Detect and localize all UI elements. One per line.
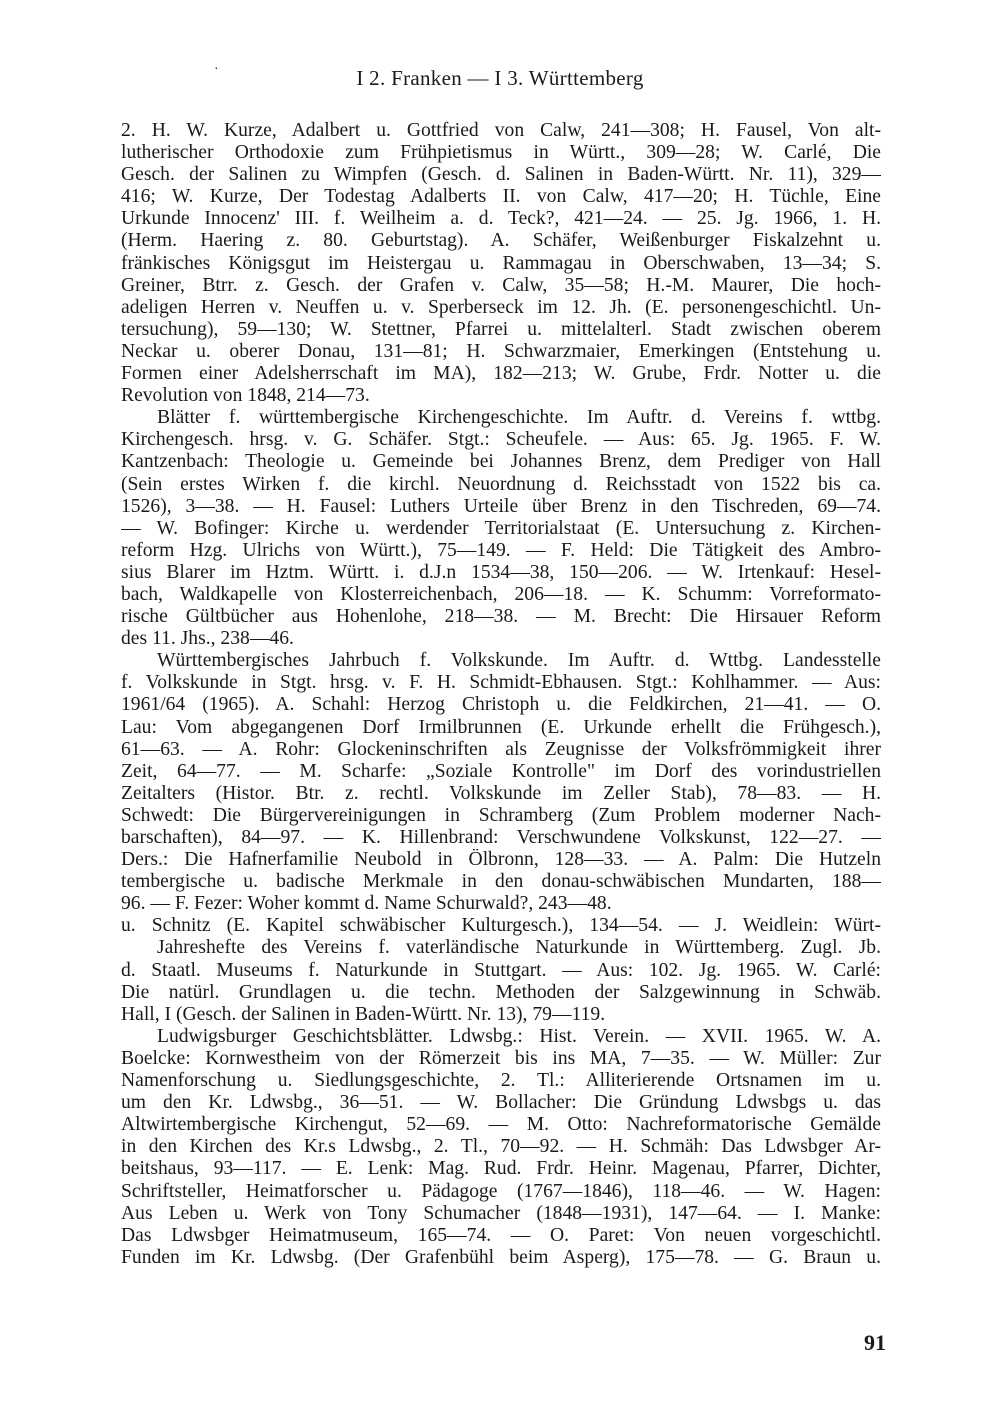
text-line: sius Blarer im Hztm. Württ. i. d.J.n 1534—38, 150—206. — W. Irtenkauf: Hesel- <box>121 561 881 583</box>
running-header: I 2. Franken — I 3. Württemberg <box>356 66 644 90</box>
text-line: tersuchung), 59—130; W. Stettner, Pfarrei u. mittelalterl. Stadt zwischen oberem <box>121 318 881 340</box>
text-line: Zeitalters (Histor. Btr. z. rechtl. Volkskunde im Zeller Stab), 78—83. — H. <box>121 782 881 804</box>
text-line: barschaften), 84—97. — K. Hillenbrand: Verschwundene Volkskunst, 122—27. — <box>121 827 881 848</box>
text-line: Schwedt: Die Bürgervereinigungen in Schramberg (Zum Problem moderner Nach- <box>121 804 881 826</box>
text-line: 61—63. — A. Rohr: Glockeninschriften als Zeugnisse der Volksfrömmigkeit ihrer <box>121 738 881 760</box>
text-line: 1526), 3—38. — H. Fausel: Luthers Urteile über Brenz in den Tischreden, 69—74. <box>121 495 881 517</box>
text-line: Gesch. der Salinen zu Wimpfen (Gesch. d. Salinen in Baden-Württ. Nr. 11), 329— <box>121 164 881 186</box>
text-line: 96. — F. Fezer: Woher kommt d. Name Schurwald?, 243—48. <box>121 893 612 915</box>
body-text <box>121 120 881 1269</box>
text-line: 416; W. Kurze, Der Todestag Adalberts II. von Calw, 417—20; H. Tüchle, Eine <box>121 186 881 208</box>
text-line: Lau: Vom abgegangenen Dorf Irmilbrunnen (E. Urkunde erhellt die Frühgesch.), <box>121 716 881 738</box>
text-line: Kantzenbach: Theologie u. Gemeinde bei Johannes Brenz, dem Prediger von Hall <box>121 451 881 473</box>
text-line: Hall, I (Gesch. der Salinen in Baden-Württ. Nr. 13), 79—119. <box>121 1003 606 1025</box>
text-line: Zeit, 64—77. — M. Scharfe: „Soziale Kontrolle" im Dorf des vorindustriellen <box>121 760 881 782</box>
text-line: Revolution von 1848, 214—73. <box>121 385 370 407</box>
text-line: Funden im Kr. Ldwsbg. (Der Grafenbühl beim Asperg), 175—78. — G. Braun u. <box>121 1246 881 1268</box>
text-line: Schriftsteller, Heimatforscher u. Pädagoge (1767—1846), 118—46. — W. Hagen: <box>121 1180 881 1202</box>
text-line: d. Staatl. Museums f. Naturkunde in Stuttgart. — Aus: 102. Jg. 1965. W. Carlé: <box>121 959 881 981</box>
text-line: Neckar u. oberer Donau, 131—81; H. Schwarzmaier, Emerkingen (Entstehung u. <box>121 340 881 362</box>
text-line: (Herm. Haering z. 80. Geburtstag). A. Schäfer, Weißenburger Fiskalzehnt u. <box>121 230 881 252</box>
text-line: Namenforschung u. Siedlungsgeschichte, 2. Tl.: Alliterierende Ortsnamen im u. <box>121 1070 881 1092</box>
entry-heading-line: Württembergisches Jahrbuch f. Volkskunde. Im Auftr. d. Wttbg. Landesstelle <box>157 650 881 672</box>
text-line: 1961/64 (1965). A. Schahl: Herzog Christoph u. die Feldkirchen, 21—41. — O. <box>121 694 881 716</box>
text-line: rische Gültbücher aus Hohenlohe, 218—38. — M. Brecht: Die Hirsauer Reform <box>121 606 881 628</box>
text-line: Greiner, Btrr. z. Gesch. der Grafen v. Calw, 35—58; H.-M. Maurer, Die hoch- <box>121 274 881 296</box>
text-line: bach, Waldkapelle von Klosterreichenbach, 206—18. — K. Schumm: Vorreformato- <box>121 583 881 605</box>
entry-heading-line: Ludwigsburger Geschichtsblätter. Ldwsbg.: Hist. Verein. — XVII. 1965. W. A. <box>157 1025 881 1047</box>
text-line: Die natürl. Grundlagen u. die techn. Methoden der Salzgewinnung in Schwäb. <box>121 981 881 1003</box>
text-line: Aus Leben u. Werk von Tony Schumacher (1848—1931), 147—64. — I. Manke: <box>121 1202 881 1224</box>
page-number: 91 <box>864 1330 886 1355</box>
text-line: des 11. Jhs., 238—46. <box>121 628 294 650</box>
text-line: um den Kr. Ldwsbg., 36—51. — W. Bollacher: Die Gründung Ldwsbgs u. das <box>121 1092 881 1114</box>
text-line: 2. H. W. Kurze, Adalbert u. Gottfried von Calw, 241—308; H. Fausel, Von alt- <box>121 120 881 141</box>
text-line: f. Volkskunde in Stgt. hrsg. v. F. H. Schmidt-Ebhausen. Stgt.: Kohlhammer. — Aus: <box>121 672 881 694</box>
text-line: Ders.: Die Hafnerfamilie Neubold in Ölbronn, 128—33. — A. Palm: Die Hutzeln <box>121 849 881 871</box>
text-line: Urkunde Innocenz' III. f. Weilheim a. d. Teck?, 421—24. — 25. Jg. 1966, 1. H. <box>121 208 881 230</box>
text-line: Das Ldwsbger Heimatmuseum, 165—74. — O. Paret: Von neuen vorgeschichtl. <box>121 1224 881 1246</box>
text-line: Boelcke: Kornwestheim von der Römerzeit bis ins MA, 7—35. — W. Müller: Zur <box>121 1047 881 1069</box>
text-line: beitshaus, 93—117. — E. Lenk: Mag. Rud. Frdr. Heinr. Magenau, Pfarrer, Dichter, <box>121 1158 881 1180</box>
text-line: — W. Bofinger: Kirche u. werdender Territorialstaat (E. Untersuchung z. Kirchen- <box>121 517 881 539</box>
text-line: lutherischer Orthodoxie zum Frühpietismus in Württ., 309—28; W. Carlé, Die <box>121 142 881 164</box>
text-line: tembergische u. badische Merkmale in den donau-schwäbischen Mundarten, 188— <box>121 871 881 893</box>
text-line: (Sein erstes Wirken f. die kirchl. Neuordnung d. Reichsstadt von 1522 bis ca. <box>121 473 881 495</box>
text-line: Formen einer Adelsherrschaft im MA), 182—213; W. Grube, Frdr. Notter u. die <box>121 363 881 385</box>
text-line: fränkisches Königsgut im Heistergau u. Rammagau in Oberschwaben, 13—34; S. <box>121 252 881 274</box>
text-line: adeligen Herren v. Neuffen u. v. Sperberseck im 12. Jh. (E. personengeschichtl. Un- <box>121 296 881 318</box>
stray-dot: · <box>214 62 219 77</box>
text-line: Altwirtembergische Kirchengut, 52—69. — M. Otto: Nachreformatorische Gemälde <box>121 1114 881 1136</box>
text-line: in den Kirchen des Kr.s Ldwsbg., 2. Tl., 70—92. — H. Schmäh: Das Ldwsbger Ar- <box>121 1136 881 1158</box>
entry-heading-line: Blätter f. württembergische Kirchengeschichte. Im Auftr. d. Vereins f. wttbg. <box>157 407 881 429</box>
text-line: reform Hzg. Ulrichs von Württ.), 75—149. — F. Held: Die Tätigkeit des Ambro- <box>121 539 881 561</box>
text-line: u. Schnitz (E. Kapitel schwäbischer Kulturgesch.), 134—54. — J. Weidlein: Würt- <box>121 915 881 937</box>
entry-heading-line: Jahreshefte des Vereins f. vaterländische Naturkunde in Württemberg. Zugl. Jb. <box>157 937 881 959</box>
text-line: Kirchengesch. hrsg. v. G. Schäfer. Stgt.: Scheufele. — Aus: 65. Jg. 1965. F. W. <box>121 429 881 451</box>
